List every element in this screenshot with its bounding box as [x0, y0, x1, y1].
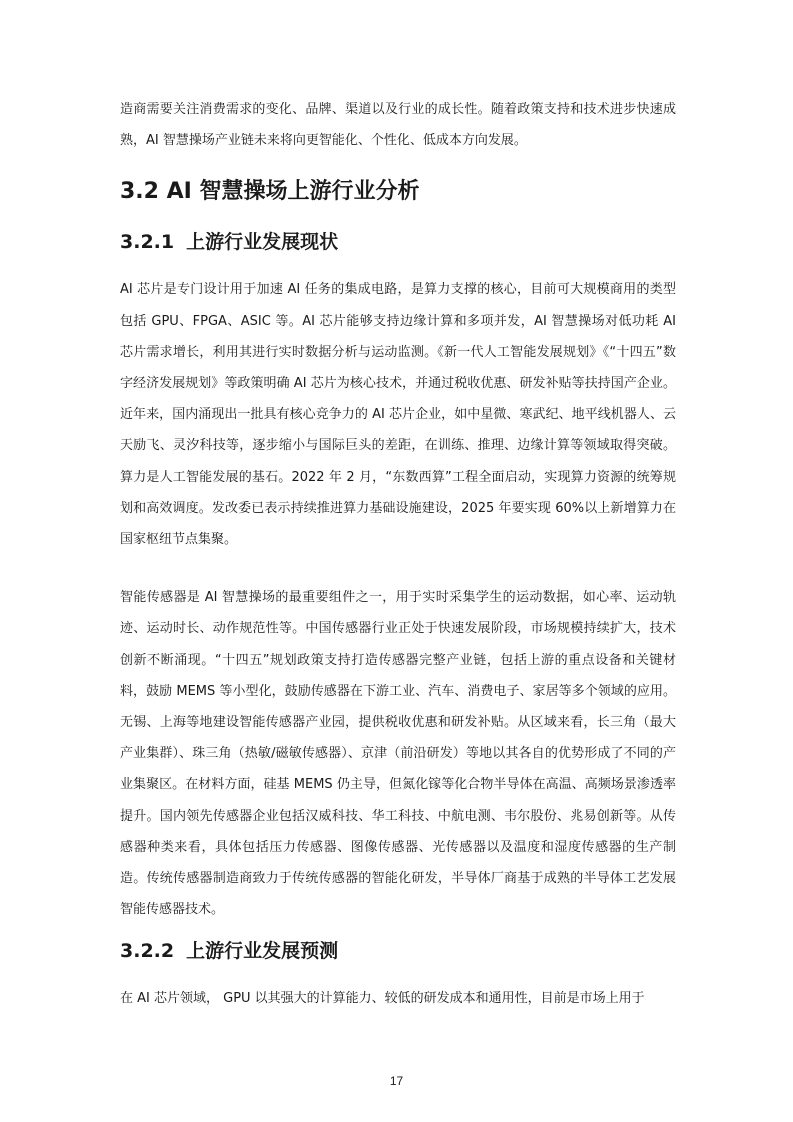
intro-paragraph: 造商需要关注消费需求的变化、品牌、渠道以及行业的成长性。随着政策支持和技术进步快速成熟，AI 智慧操场产业链未来将向更智能化、个性化、低成本方向发展。: [120, 102, 676, 149]
paragraph-spacer: [120, 555, 676, 582]
subsection-number: 3.2.2: [120, 940, 175, 963]
subsection-heading-forecast: [120, 933, 676, 969]
page-content: [120, 94, 676, 1015]
subsection-title: 上游行业发展预测: [186, 940, 339, 963]
page-number: 17: [389, 1074, 404, 1088]
sensor-paragraph: 智能传感器是 AI 智慧操场的最重要组件之一，用于实时采集学生的运动数据，如心率、运动轨迹、运动时长、动作规范性等。中国传感器行业正处于快速发展阶段，市场规模持续扩大，技术创新不断涌现。“十四五”规划政策支持打造传感器完整产业链，包括上游的重点设备和关键材料，鼓励 MEMS 等小型化，鼓励传感器在下游工业、汽车、消费电子、家居等多个领域的应用。无锡、上海等地建设智能传感器产业园，提供税收优惠和研发补贴。从区域来看，长三角（最大产业集群）、珠三角（热敏/磁敏传感器）、京津（前沿研发）等地以其各自的优势形成了不同的产业集聚区。在材料方面，硅基 MEMS 仍主导，但氮化镓等化合物半导体在高温、高频场景渗透率提升。国内领先传感器企业包括汉威科技、华工科技、中航电测、韦尔股份、兆易创新等。从传感器种类来看，具体包括压力传感器、图像传感器、光传感器以及温度和湿度传感器的生产制造。传统传感器制造商致力于传统传感器的智能化研发，半导体厂商基于成熟的半导体工艺发展智能传感器技术。: [120, 590, 676, 918]
ai-chip-paragraph: AI 芯片是专门设计用于加速 AI 任务的集成电路，是算力支撑的核心，目前可大规模商用的类型包括 GPU、FPGA、ASIC 等。AI 芯片能够支持边缘计算和多项并发，AI 智慧操场对低功耗 AI 芯片需求增长，利用其进行实时数据分析与运动监测。《新一代人工智能发展规划》《“十四五”数字经济发展规划》等政策明确 AI 芯片为核心技术，并通过税收优惠、研发补贴等扶持国产企业。近年来，国内涌现出一批具有核心竞争力的 AI 芯片企业，如中星微、寒武纪、地平线机器人、云天励飞、灵汐科技等，逐步缩小与国际巨头的差距，在训练、推理、边缘计算等领域取得突破。算力是人工智能发展的基石。2022 年 2 月，“东数西算”工程全面启动，实现算力资源的统筹规划和高效调度。发改委已表示持续推进算力基础设施建设，2025 年要实现 60%以上新增算力在国家枢纽节点集聚。: [120, 282, 676, 548]
section-heading: 3.2 AI 智慧操场上游行业分析: [120, 179, 420, 205]
subsection-heading-current: [120, 224, 676, 260]
forecast-paragraph: 在 AI 芯片领域， GPU 以其强大的计算能力、较低的研发成本和通用性，目前是市场上用于: [120, 991, 645, 1007]
subsection-number: 3.2.1: [120, 231, 175, 254]
subsection-title: 上游行业发展现状: [186, 231, 339, 254]
